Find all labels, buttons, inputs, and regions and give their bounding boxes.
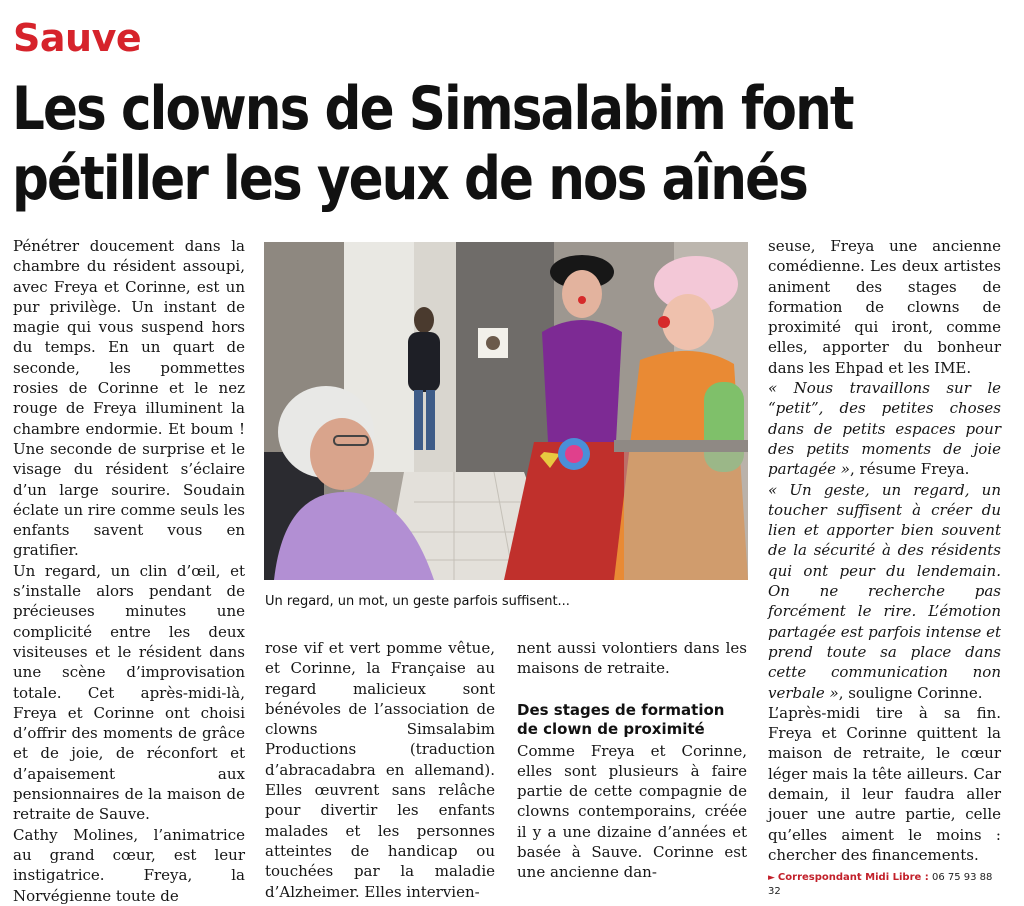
- article-column-2: [265, 638, 495, 902]
- paragraph: Pénétrer doucement dans la chambre du résident assoupi, avec Freya et Corinne, est un pur privilège. Un instant de magie qui vous suspend hors du temps. En un quart de seconde, les pommettes rosies de Corinne et le nez rouge de Freya illuminent la chambre endormie. Et boum ! Une seconde de surprise et le visage du résident s’éclaire d’un large sourire. Soudain éclate un rire comme seuls les enfants savent vous en gratifier.: [13, 237, 245, 560]
- article-headline: Les clowns de Simsalabim font pétiller les yeux de nos aînés: [12, 74, 853, 214]
- section-kicker: Sauve: [13, 16, 142, 60]
- paragraph: Comme Freya et Corinne, elles sont plusieurs à faire partie de cette compagnie de clowns contemporains, créée il y a une dizaine d’années et basée à Sauve. Corinne est une ancienne dan-: [517, 741, 747, 882]
- quote-attribution: , souligne Corinne.: [838, 683, 983, 702]
- quote: « Nous travaillons sur le “petit”, des petites choses dans de petits espaces pour des petits moments de joie partagée »: [768, 379, 1001, 479]
- quote: « Un geste, un regard, un toucher suffisent à créer du lien et apporter bien souvent de la sécurité à des résidents qui ont peur du lendemain. On ne recherche pas forcément le rire. L’émotion partagée est parfois intense et prend toute sa place dans cette communication non verbale »: [768, 480, 1002, 702]
- section-subhead: Des stages de formation de clown de proximité: [517, 700, 725, 738]
- paragraph: Un regard, un clin d’œil, et s’installe alors pendant de précieuses minutes une complicité entre les deux visiteuses et le résident dans une scène d’improvisation totale. Cet après-midi-là, Freya et Corinne ont choisi d’offrir des moments de grâce et de joie, de réconfort et d’apaisement aux pensionnaires de la maison de retraite de Sauve.: [13, 561, 245, 824]
- quote-paragraph: [768, 378, 1001, 479]
- article-column-4: [768, 236, 1001, 899]
- paragraph: L’après-midi tire à sa fin. Freya et Corinne quittent la maison de retraite, le cœur léger mais la tête ailleurs. Car demain, il leur faudra aller jouer une autre partie, celle qu’elles aiment le moins : chercher des financements.: [768, 703, 1001, 864]
- paragraph: seuse, Freya une ancienne comédienne. Les deux artistes animent des stages de formation de clowns de proximité qui iront, comme elles, apporter du bonheur dans les Ehpad et les IME.: [768, 237, 1001, 377]
- credit-phone: 06 75 93 88 32: [768, 872, 993, 898]
- photo-caption: Un regard, un mot, un geste parfois suffisent...: [265, 594, 570, 609]
- quote-paragraph: [768, 480, 1001, 703]
- article-column-3: [517, 638, 747, 883]
- article-photo: [264, 242, 748, 580]
- correspondent-credit: [768, 871, 1001, 899]
- paragraph: nent aussi volontiers dans les maisons de retraite.: [517, 639, 747, 678]
- quote-attribution: , résume Freya.: [850, 460, 970, 479]
- credit-label: Correspondant Midi Libre :: [777, 872, 929, 884]
- paragraph: rose vif et vert pomme vêtue, et Corinne, la Française au regard malicieux sont bénévoles de l’association de clowns Simsalabim Productions (traduction d’abracadabra en allemand). Elles œuvrent sans relâche pour divertir les enfants malades et les personnes atteintes de handicap ou touchées par la maladie d’Alzheimer. Elles intervien-: [265, 639, 495, 901]
- paragraph: Cathy Molines, l’animatrice au grand cœur, est leur instigatrice. Freya, la Norvégienne toute de: [13, 825, 245, 905]
- article-column-1: [13, 236, 245, 906]
- triangle-right-icon: ►: [768, 873, 775, 884]
